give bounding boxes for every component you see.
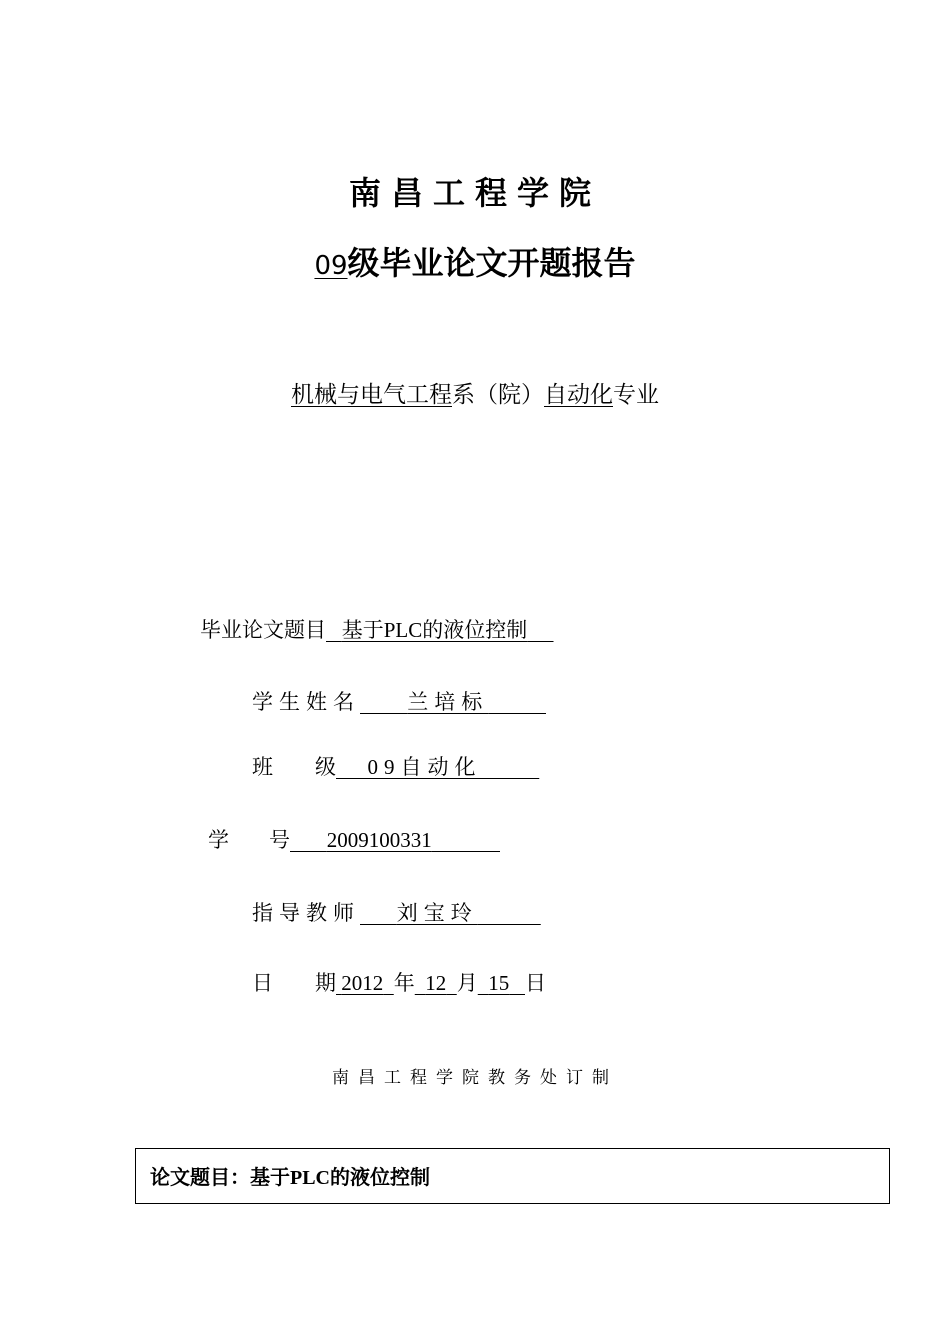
major-suffix: 专业 <box>613 382 659 407</box>
thesis-topic-field <box>200 614 554 644</box>
date-label-2: 期 <box>315 971 336 995</box>
department-suffix: 系（院） <box>452 382 544 407</box>
advisor-value: 刘宝玲 <box>396 901 478 925</box>
advisor-field <box>252 897 541 927</box>
date-field <box>252 967 546 997</box>
date-year-unit: 年 <box>393 971 415 995</box>
class-label-2: 级 <box>315 755 336 779</box>
student-id-field <box>208 824 500 854</box>
class-label-1: 班 <box>252 755 273 779</box>
topic-box-value: 基于PLC的液位控制 <box>250 1167 430 1189</box>
student-name-value: 兰培标 <box>407 690 489 714</box>
student-id-label-2: 号 <box>269 828 290 852</box>
date-month-unit: 月 <box>456 971 478 995</box>
class-value: 09自动化 <box>367 755 482 779</box>
topic-box <box>135 1148 890 1204</box>
date-year-value: 2012 <box>341 971 384 995</box>
major-value: 自动化 <box>544 382 613 407</box>
department-value: 机械与电气工程 <box>291 382 452 407</box>
topic-box-text <box>150 1161 430 1190</box>
report-title <box>0 238 950 284</box>
class-field <box>252 751 539 781</box>
student-id-value: 2009100331 <box>326 828 432 852</box>
date-day-value: 15 <box>488 971 510 995</box>
thesis-topic-value: 基于PLC的液位控制 <box>341 618 528 642</box>
student-name-field <box>252 686 546 716</box>
topic-box-label: 论文题目： <box>150 1167 250 1189</box>
date-day-unit: 日 <box>525 971 546 995</box>
advisor-label: 指导教师 <box>252 901 360 925</box>
thesis-topic-label: 毕业论文题目 <box>200 618 326 642</box>
report-title-text: 级毕业论文开题报告 <box>347 244 636 282</box>
date-label-1: 日 <box>252 971 273 995</box>
issuer-line: 南昌工程学院教务处订制 <box>332 1068 618 1087</box>
school-title: 南昌工程学院 <box>348 174 601 212</box>
student-name-label: 学生姓名 <box>252 690 360 714</box>
year-value: 09 <box>314 251 348 281</box>
date-month-value: 12 <box>425 971 447 995</box>
department-line <box>0 376 950 409</box>
student-id-label-1: 学 <box>208 828 229 852</box>
